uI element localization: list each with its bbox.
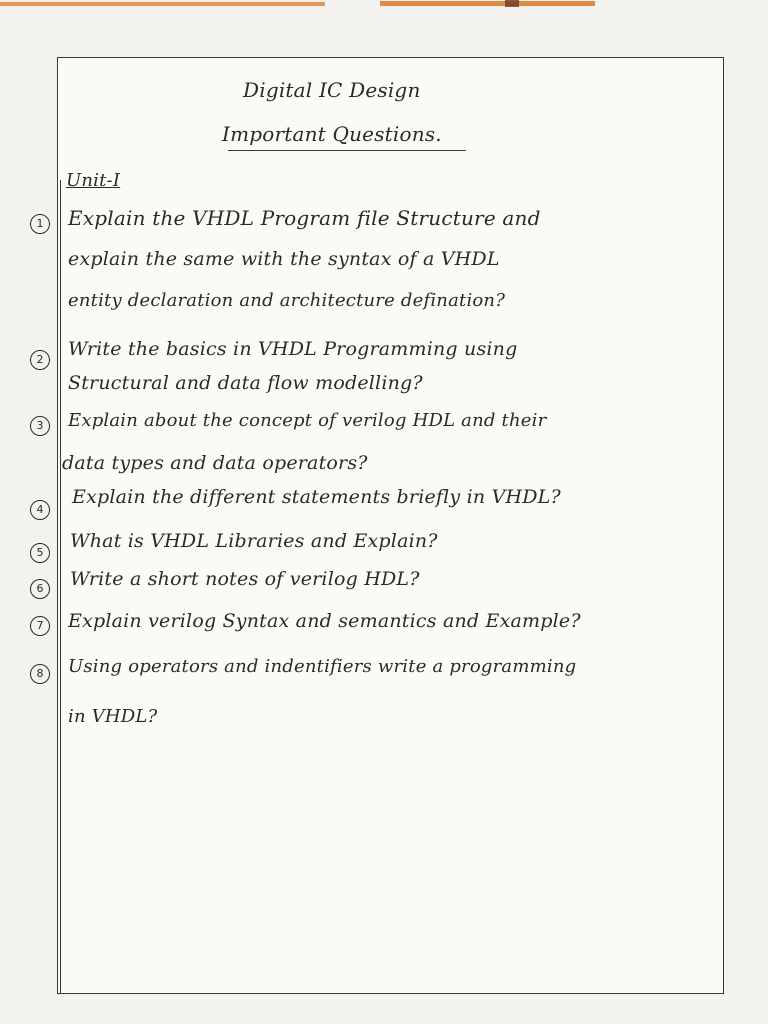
top-edge-strip: [0, 0, 768, 10]
page-title: Digital IC Design: [243, 78, 421, 102]
question-number-6: 6: [30, 579, 50, 599]
question-3-line-2: data types and data operators?: [62, 452, 368, 474]
question-1-line-2: explain the same with the syntax of a VHDL: [68, 248, 500, 270]
brown-edge-mark: [505, 0, 519, 7]
question-2-line-1: Write the basics in VHDL Programming using: [68, 338, 518, 360]
question-2-line-2: Structural and data flow modelling?: [68, 372, 423, 394]
page-subtitle: Important Questions.: [222, 122, 442, 146]
paper-sheet: [57, 57, 724, 994]
unit-heading: Unit-I: [66, 170, 121, 191]
question-number-1: 1: [30, 214, 50, 234]
question-number-7: 7: [30, 616, 50, 636]
question-number-2: 2: [30, 350, 50, 370]
question-number-8: 8: [30, 664, 50, 684]
orange-edge-right: [380, 1, 595, 6]
question-4-line-1: Explain the different statements briefly in VHDL?: [72, 486, 561, 508]
question-8-line-1: Using operators and indentifiers write a programming: [68, 656, 577, 677]
question-5-line-1: What is VHDL Libraries and Explain?: [70, 530, 438, 552]
question-1-line-1: Explain the VHDL Program file Structure and: [68, 206, 541, 230]
question-8-line-2: in VHDL?: [68, 706, 158, 727]
question-number-3: 3: [30, 416, 50, 436]
question-1-line-3: entity declaration and architecture defination?: [68, 290, 506, 311]
question-7-line-1: Explain verilog Syntax and semantics and Example?: [68, 610, 581, 632]
question-number-4: 4: [30, 500, 50, 520]
orange-edge-left: [0, 2, 325, 6]
question-number-5: 5: [30, 543, 50, 563]
question-6-line-1: Write a short notes of verilog HDL?: [70, 568, 420, 590]
title-underline: [228, 150, 466, 151]
question-3-line-1: Explain about the concept of verilog HDL and their: [68, 410, 547, 431]
margin-line: [60, 180, 61, 993]
